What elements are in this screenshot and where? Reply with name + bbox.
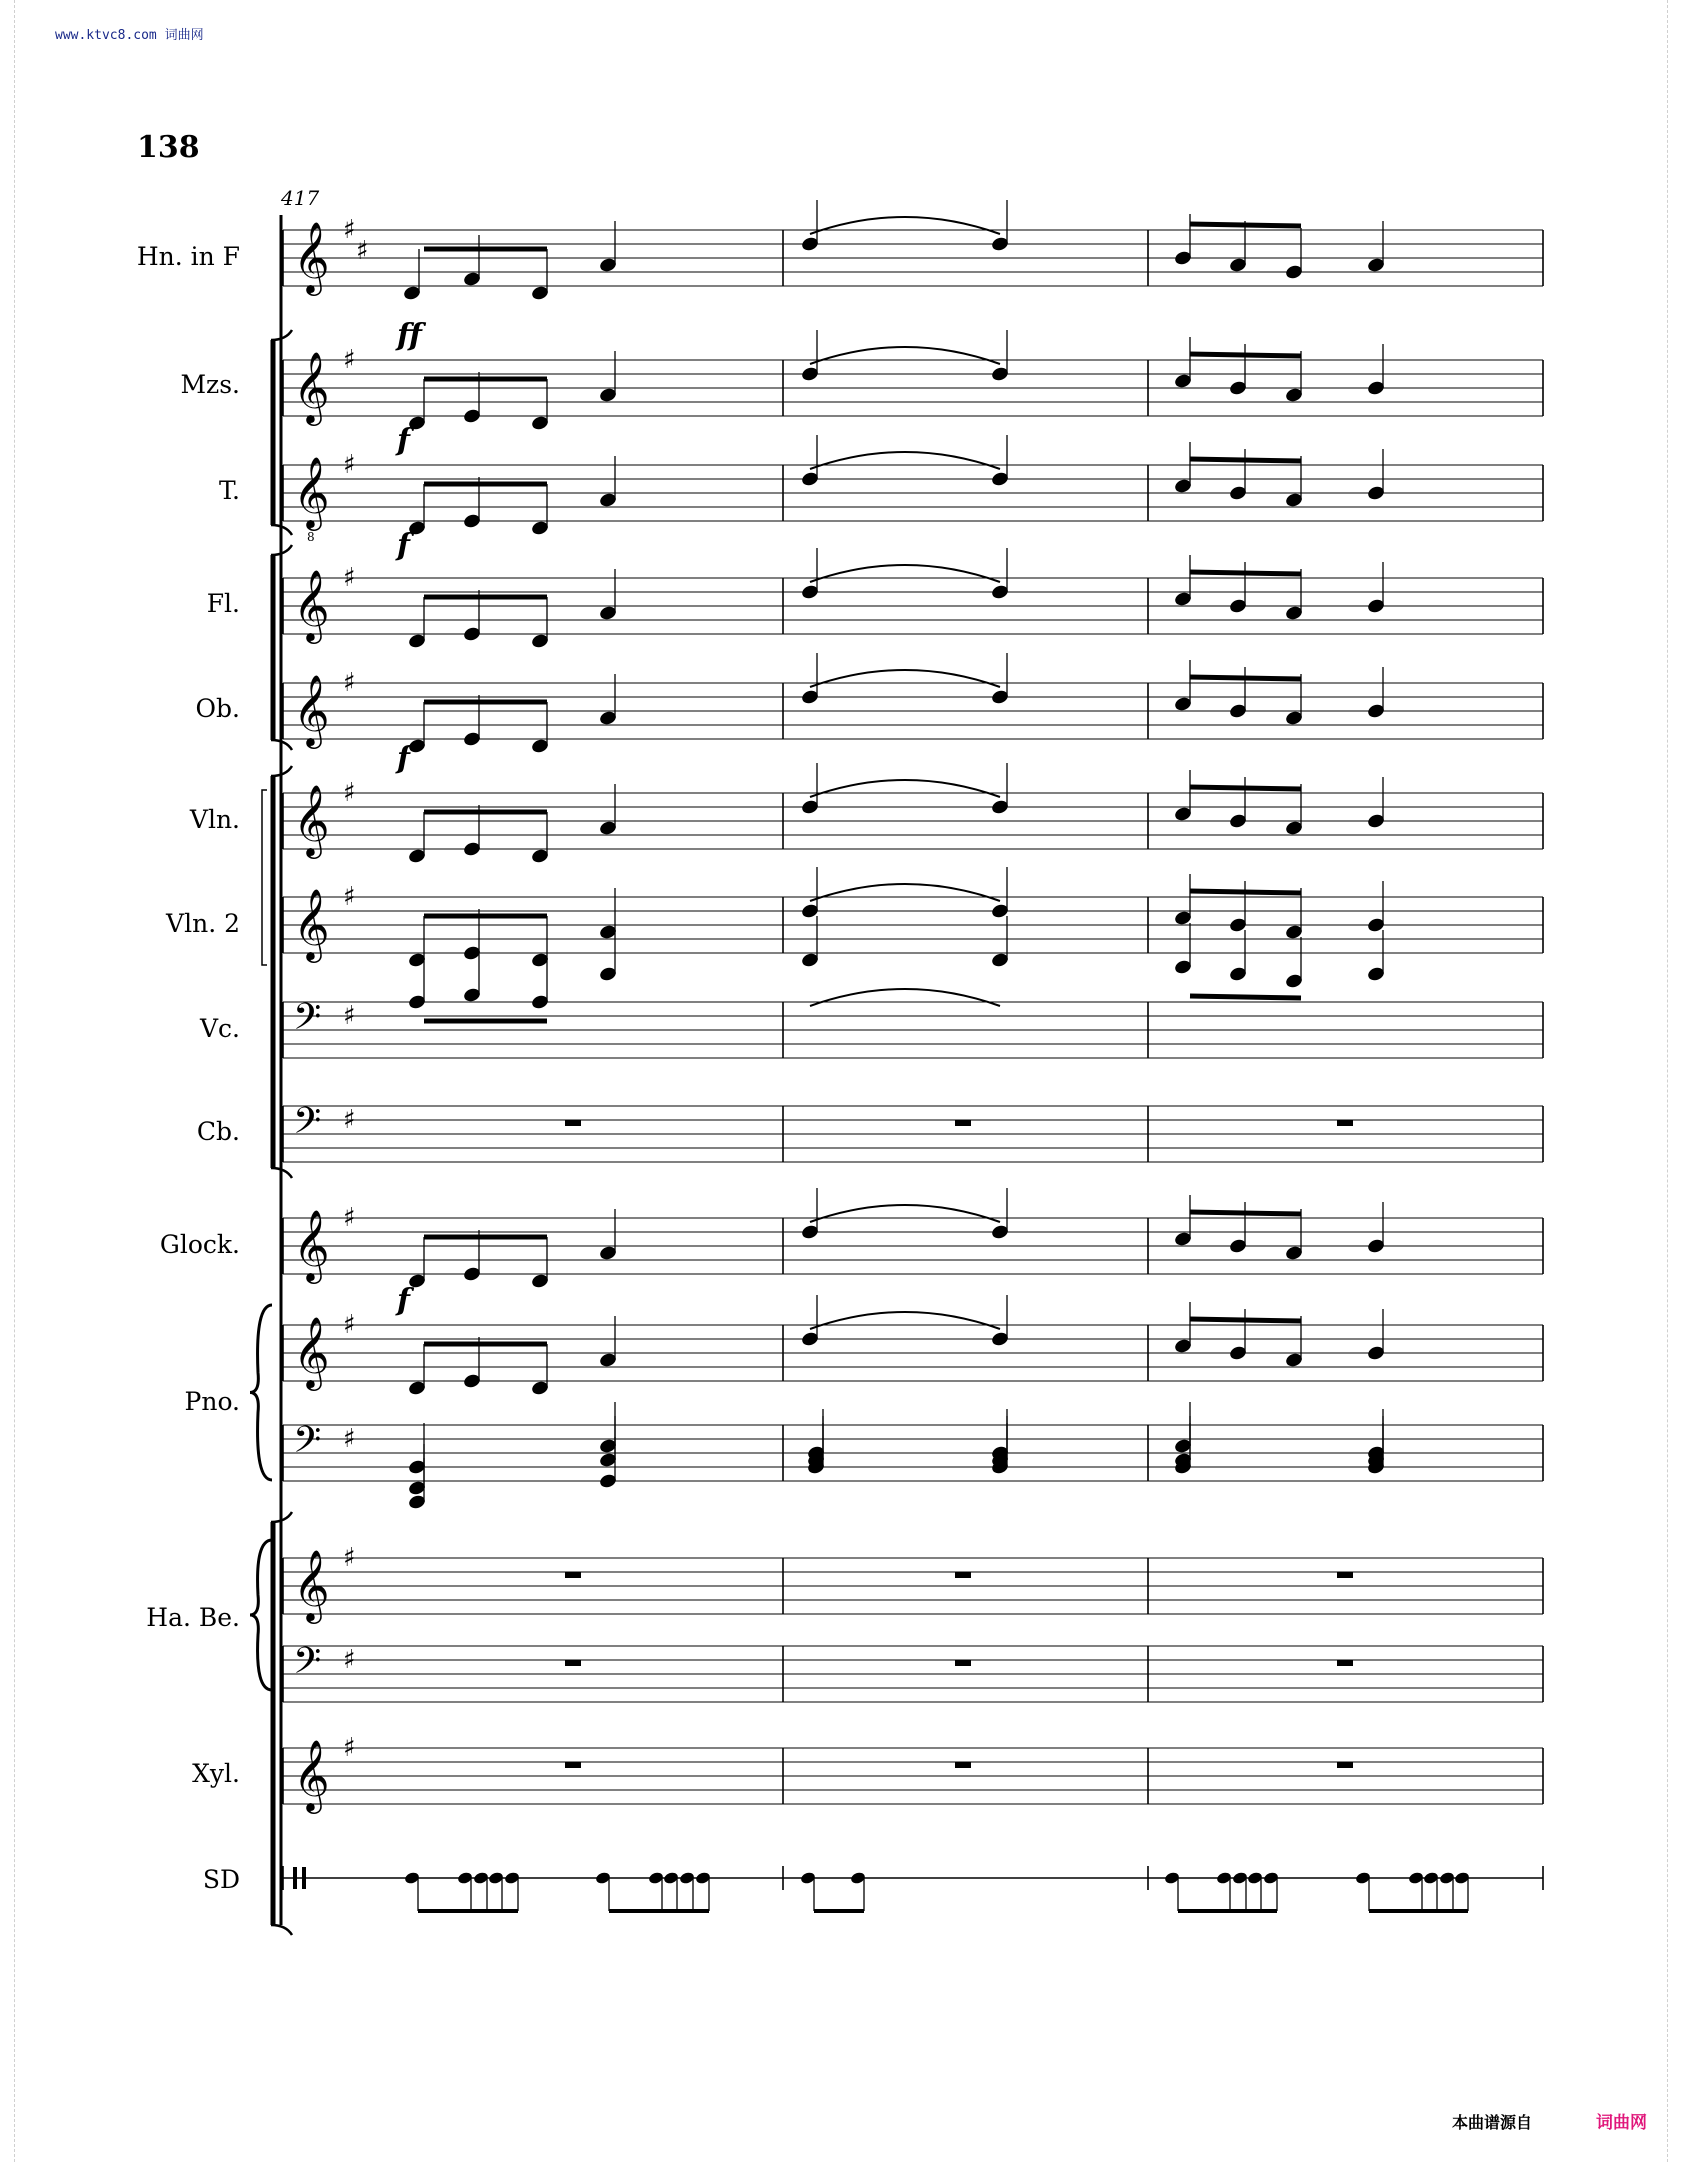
staff-harp-rh — [283, 1543, 1543, 1624]
sharp-icon: ♯ — [343, 668, 356, 698]
staff-mezzo — [283, 330, 1543, 431]
treble-clef-icon: 𝄞 — [293, 455, 330, 528]
whole-rest — [955, 1762, 971, 1768]
octave-marker: 8 — [307, 530, 315, 544]
bass-clef-icon: 𝄢 — [293, 1419, 322, 1470]
treble-clef-icon: 𝄞 — [293, 1548, 330, 1621]
whole-rest — [1337, 1572, 1353, 1578]
beam — [1190, 572, 1301, 574]
sharp-icon: ♯ — [343, 1001, 356, 1031]
staff-xylophone — [283, 1733, 1543, 1814]
instrument-label-violin2: Vln. 2 — [166, 909, 240, 938]
treble-clef-icon: 𝄞 — [293, 783, 330, 856]
brace — [250, 1540, 272, 1690]
beam — [1190, 1212, 1301, 1214]
instrument-label-contrabass: Cb. — [196, 1117, 240, 1146]
sharp-icon: ♯ — [356, 236, 369, 266]
beam — [1190, 459, 1301, 461]
instrument-label-tenor: T. — [219, 476, 240, 505]
percussion-clef — [293, 1867, 297, 1889]
slur — [810, 670, 1000, 687]
sharp-icon: ♯ — [343, 1310, 356, 1340]
slur — [810, 565, 1000, 582]
sharp-icon: ♯ — [343, 882, 356, 912]
sharp-icon: ♯ — [343, 1105, 356, 1135]
sharp-icon: ♯ — [343, 215, 356, 245]
percussion-clef — [302, 1867, 306, 1889]
bass-clef-icon: 𝄢 — [293, 1640, 322, 1691]
slur — [810, 989, 1000, 1006]
whole-rest — [565, 1762, 581, 1768]
dynamic-marking: f — [397, 423, 410, 458]
beam — [1190, 787, 1301, 789]
staff-tenor — [283, 435, 1543, 544]
staff-cello — [283, 916, 1543, 1058]
sharp-icon: ♯ — [343, 1203, 356, 1233]
whole-rest — [565, 1660, 581, 1666]
staff-flute — [283, 548, 1543, 649]
slur — [810, 452, 1000, 469]
staff-piano-rh — [283, 1295, 1543, 1396]
slur — [810, 1312, 1000, 1329]
whole-rest — [1337, 1660, 1353, 1666]
instrument-label-horn: Hn. in F — [136, 242, 240, 271]
instrument-label-xylophone: Xyl. — [192, 1759, 240, 1788]
whole-rest — [955, 1120, 971, 1126]
bracket-hook — [271, 1925, 292, 1935]
slur — [810, 884, 1000, 901]
slur — [810, 1205, 1000, 1222]
treble-clef-icon: 𝄞 — [293, 1208, 330, 1281]
sharp-icon: ♯ — [343, 1645, 356, 1675]
staff-oboe — [283, 653, 1543, 754]
instrument-label-mezzo: Mzs. — [180, 370, 240, 399]
sharp-icon: ♯ — [343, 450, 356, 480]
whole-rest — [955, 1660, 971, 1666]
instrument-label-piano: Pno. — [184, 1387, 240, 1416]
treble-clef-icon: 𝄞 — [293, 887, 330, 960]
sharp-icon: ♯ — [343, 778, 356, 808]
dynamic-marking: f — [397, 741, 410, 776]
staff-glockenspiel — [283, 1188, 1543, 1289]
slur — [810, 780, 1000, 797]
beam — [1190, 677, 1301, 679]
site-header-text: www.ktvc8.com 词曲网 — [55, 28, 204, 43]
instrument-label-glockenspiel: Glock. — [159, 1230, 240, 1259]
measure-number: 417 — [281, 186, 320, 210]
page-number: 138 — [137, 130, 200, 165]
whole-rest — [1337, 1120, 1353, 1126]
instrument-label-oboe: Ob. — [195, 694, 240, 723]
whole-rest — [1337, 1762, 1353, 1768]
treble-clef-icon: 𝄞 — [293, 350, 330, 423]
beam — [1190, 224, 1301, 226]
staff-contrabass — [283, 1100, 1543, 1162]
staff-horn — [283, 200, 1543, 301]
treble-clef-icon: 𝄞 — [293, 673, 330, 746]
treble-clef-icon: 𝄞 — [293, 568, 330, 641]
beam — [1190, 891, 1301, 893]
footer-source-text: 本曲谱源自 — [1452, 2113, 1533, 2132]
beam — [1190, 1319, 1301, 1321]
bass-clef-icon: 𝄢 — [293, 1100, 322, 1151]
instrument-label-cello: Vc. — [199, 1014, 240, 1043]
footer-logo: 词曲网 — [1596, 2113, 1647, 2133]
staff-violin — [283, 763, 1543, 864]
whole-rest — [955, 1572, 971, 1578]
instrument-label-violin: Vln. — [189, 805, 240, 834]
dynamic-marking: f — [397, 1283, 410, 1318]
bass-clef-icon: 𝄢 — [293, 996, 322, 1047]
beam — [1190, 354, 1301, 356]
staff-harp-lh — [283, 1640, 1543, 1702]
whole-rest — [565, 1572, 581, 1578]
slur — [810, 347, 1000, 364]
sharp-icon: ♯ — [343, 1424, 356, 1454]
staff-piano-lh — [283, 1402, 1543, 1510]
slur — [810, 217, 1000, 234]
violin-subbracket — [262, 790, 267, 965]
instrument-label-harp-bells: Ha. Be. — [146, 1603, 240, 1632]
instrument-label-snare-drum: SD — [202, 1865, 240, 1894]
brace — [250, 1305, 272, 1480]
sharp-icon: ♯ — [343, 1543, 356, 1573]
whole-rest — [565, 1120, 581, 1126]
instrument-label-flute: Fl. — [206, 589, 240, 618]
staff-violin2 — [283, 867, 1543, 968]
staff-snare-drum — [283, 1866, 1543, 1911]
treble-clef-icon: 𝄞 — [293, 1315, 330, 1388]
sharp-icon: ♯ — [343, 563, 356, 593]
treble-clef-icon: 𝄞 — [293, 1738, 330, 1811]
dynamic-marking: ff — [397, 318, 422, 353]
treble-clef-icon: 𝄞 — [293, 220, 330, 293]
dynamic-marking: f — [397, 528, 410, 563]
beam — [1190, 996, 1301, 998]
sharp-icon: ♯ — [343, 1733, 356, 1763]
sharp-icon: ♯ — [343, 345, 356, 375]
